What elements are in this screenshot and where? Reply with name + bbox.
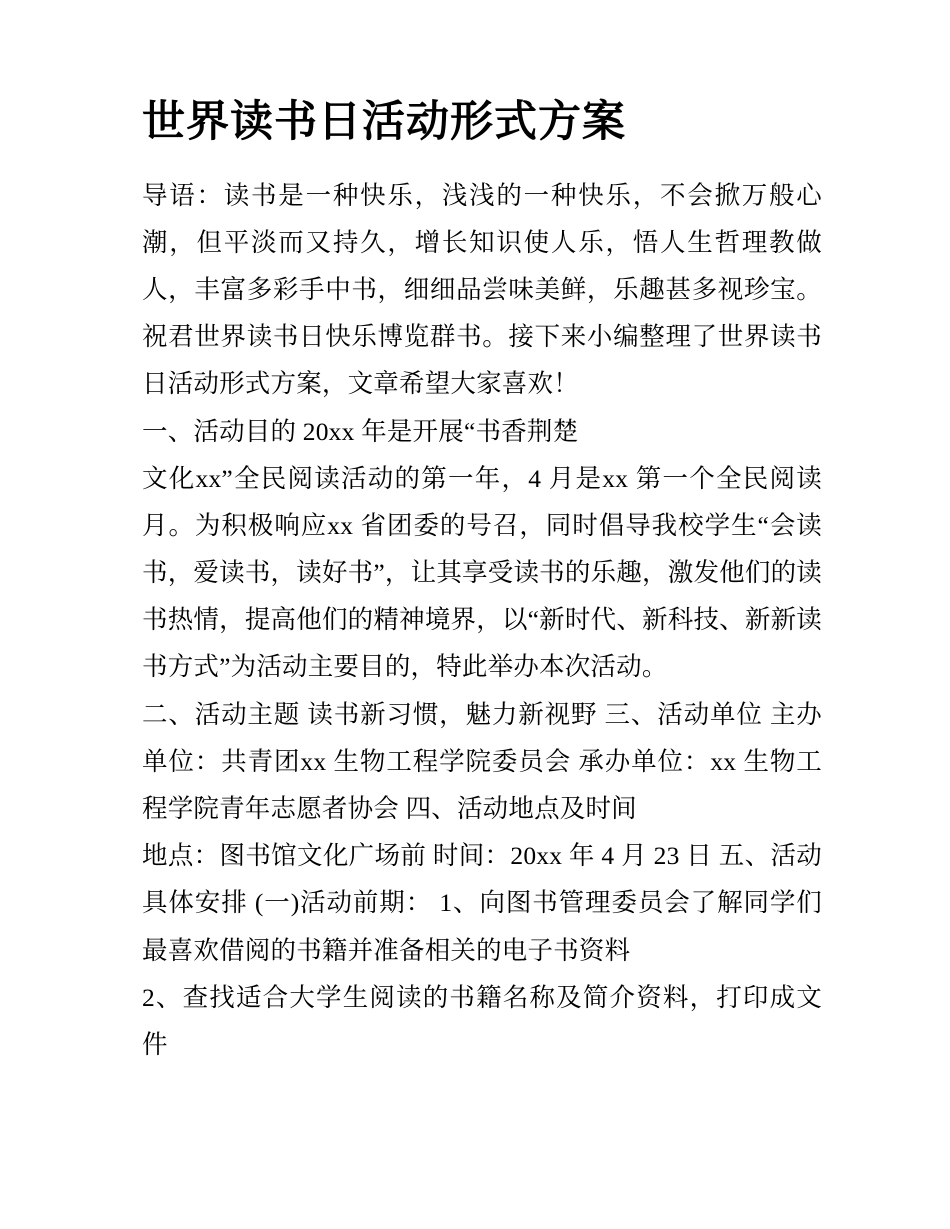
paragraph-section-one-heading: 一、活动目的 20xx 年是开展“书香荆楚: [142, 416, 579, 446]
paragraph-section-one-body: 文化xx”全民阅读活动的第一年，4 月是xx 第一个全民阅读月。为积极响应xx 省团委的号召，同时倡导我校学生“会读书，爱读书，读好书”，让其享受读书的乐趣，激发他们的读书热情，提高他们的精神境界，以“新时代、新科技、新新读书方式”为活动主要目的，特此举办本次活动。: [142, 463, 822, 682]
paragraph-section-two-three-four: 二、活动主题 读书新习惯，魅力新视野 三、活动单位 主办单位：共青团xx 生物工程学院委员会 承办单位：xx 生物工程学院青年志愿者协会 四、活动地点及时间: [142, 699, 822, 823]
paragraph-intro: 导语：读书是一种快乐，浅浅的一种快乐，不会掀万般心潮，但平淡而又持久，增长知识使人乐，悟人生哲理教做人，丰富多彩手中书，细细品尝味美鲜，乐趣甚多视珍宝。祝君世界读书日快乐博览群书。接下来小编整理了世界读书日活动形式方案，文章希望大家喜欢！: [142, 180, 822, 399]
document-body: [142, 172, 822, 1068]
page-title: 世界读书日活动形式方案: [142, 99, 626, 146]
paragraph-item-two: 2、查找适合大学生阅读的书籍名称及简介资料，打印成文件: [142, 982, 822, 1059]
paragraph-location-time-arrangement: 地点：图书馆文化广场前 时间：20xx 年 4 月 23 日 五、活动具体安排 (一)活动前期： 1、向图书管理委员会了解同学们最喜欢借阅的书籍并准备相关的电子书资料: [142, 841, 822, 965]
